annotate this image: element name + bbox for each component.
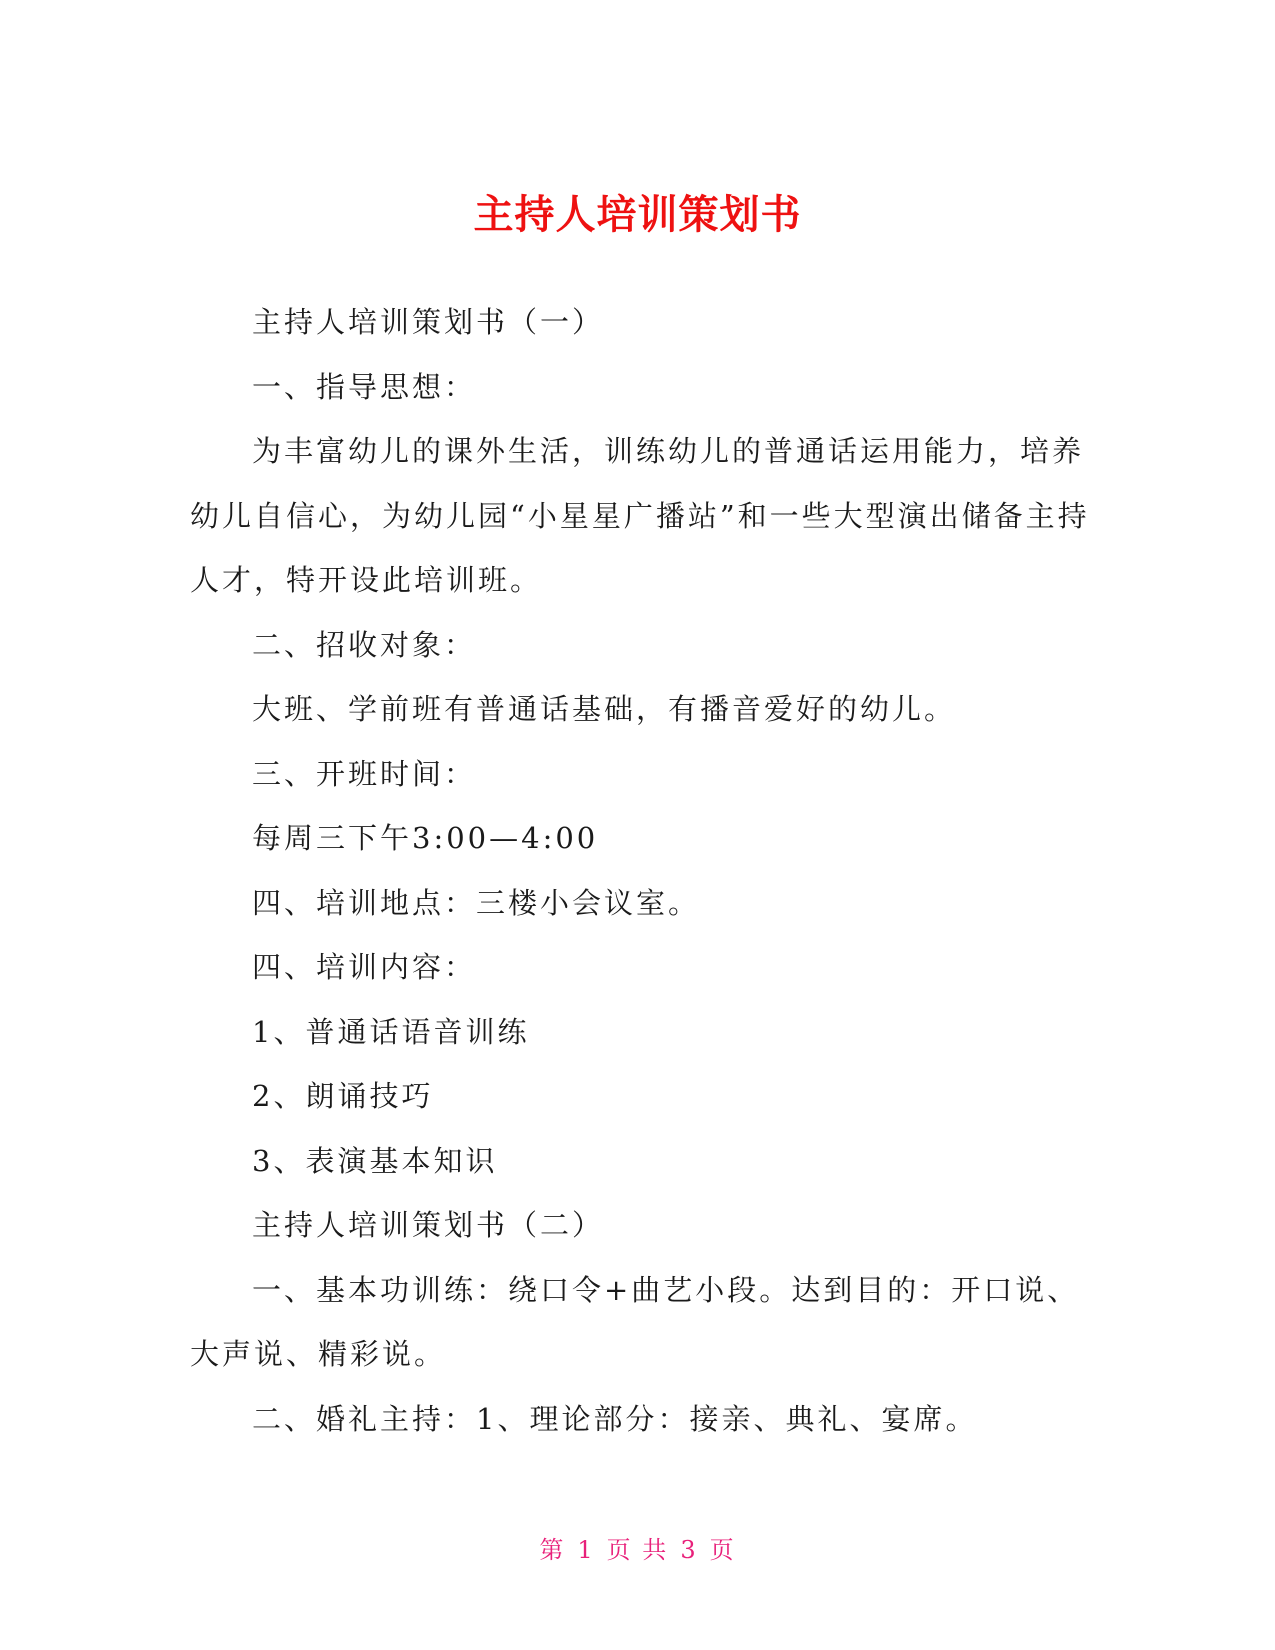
- paragraph: 二、招收对象：: [252, 627, 477, 662]
- paragraph: 2、朗诵技巧: [252, 1079, 434, 1113]
- paragraph: 一、基本功训练：绕口令+曲艺小段。达到目的：开口说、大声说、精彩说。: [190, 1272, 1080, 1371]
- paragraph: 为丰富幼儿的课外生活，训练幼儿的普通话运用能力，培养幼儿自信心，为幼儿园“小星星广播站”和一些大型演出储备主持人才，特开设此培训班。: [190, 434, 1090, 597]
- document-body: [190, 290, 1090, 1451]
- paragraph: 大班、学前班有普通话基础，有播音爱好的幼儿。: [252, 692, 957, 726]
- paragraph: 二、婚礼主持：1、理论部分：接亲、典礼、宴席。: [252, 1401, 978, 1436]
- paragraph: 主持人培训策划书（一）: [252, 305, 605, 339]
- page-label-prefix: 第: [539, 1536, 566, 1564]
- page-label-mid: 页 共: [606, 1536, 669, 1564]
- paragraph: 四、培训地点：三楼小会议室。: [252, 885, 701, 920]
- total-pages-number: 3: [680, 1536, 698, 1564]
- paragraph: 每周三下午3:00—4:00: [252, 821, 599, 855]
- paragraph: 一、指导思想：: [252, 369, 477, 404]
- paragraph: 三、开班时间：: [252, 756, 477, 791]
- page-footer: [0, 1532, 1275, 1568]
- paragraph: 四、培训内容：: [252, 950, 477, 984]
- current-page-number: 1: [577, 1536, 595, 1564]
- paragraph: 主持人培训策划书（二）: [252, 1208, 605, 1242]
- paragraph: 3、表演基本知识: [252, 1143, 498, 1178]
- page-label-suffix: 页: [709, 1536, 736, 1564]
- paragraph: 1、普通话语音训练: [252, 1014, 530, 1049]
- document-title: 主持人培训策划书: [473, 191, 802, 238]
